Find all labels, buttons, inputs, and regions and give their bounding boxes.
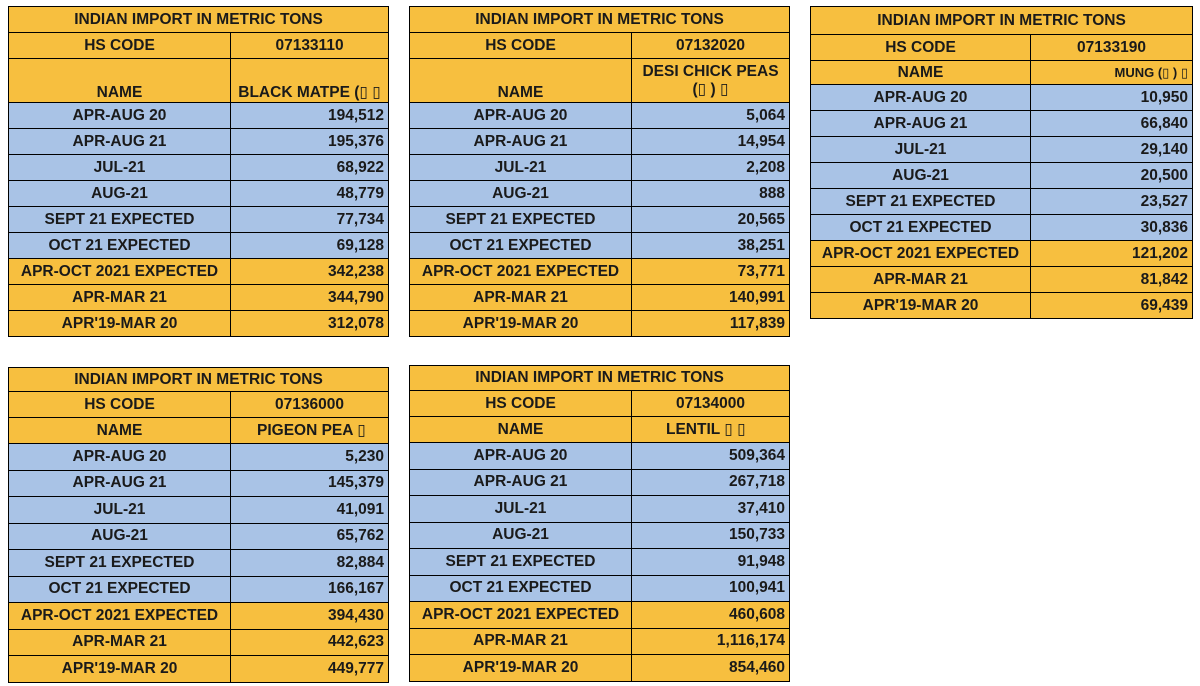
- table-title: INDIAN IMPORT IN METRIC TONS: [410, 366, 790, 391]
- row-value: 91,948: [632, 549, 790, 576]
- row-value: 48,779: [231, 181, 389, 207]
- table-row: [410, 575, 790, 602]
- row-label: SEPT 21 EXPECTED: [811, 189, 1031, 215]
- row-label: APR-MAR 21: [410, 628, 632, 655]
- hs-code-value: 07133110: [231, 33, 389, 59]
- row-label: APR-AUG 21: [410, 129, 632, 155]
- row-label: APR-AUG 21: [9, 129, 231, 155]
- table-row: [410, 129, 790, 155]
- name-label: NAME: [410, 59, 632, 103]
- row-value: 68,922: [231, 155, 389, 181]
- row-value: 854,460: [632, 655, 790, 682]
- row-label: APR'19-MAR 20: [9, 656, 231, 683]
- row-value: 460,608: [632, 602, 790, 629]
- row-value: 65,762: [231, 523, 389, 550]
- row-value: 100,941: [632, 575, 790, 602]
- table-row: [9, 576, 389, 603]
- hs-code-label: HS CODE: [410, 391, 632, 417]
- table-row: [811, 85, 1193, 111]
- row-value: 5,064: [632, 103, 790, 129]
- table-row: [9, 629, 389, 656]
- row-label: SEPT 21 EXPECTED: [410, 207, 632, 233]
- row-value: 342,238: [231, 259, 389, 285]
- row-label: AUG-21: [811, 163, 1031, 189]
- import-table-desi-chick-peas: [409, 6, 790, 337]
- import-table-black-matpe: [8, 6, 389, 337]
- row-value: 69,128: [231, 233, 389, 259]
- table-row: [811, 241, 1193, 267]
- row-value: 166,167: [231, 576, 389, 603]
- row-value: 69,439: [1031, 293, 1193, 319]
- hs-code-label: HS CODE: [410, 33, 632, 59]
- table-row: [9, 259, 389, 285]
- name-value-line-2: (▯ ) ▯: [692, 80, 729, 98]
- table-row: [410, 259, 790, 285]
- name-label: NAME: [9, 59, 231, 103]
- table-row: [9, 470, 389, 497]
- row-value: 29,140: [1031, 137, 1193, 163]
- table-row: [811, 267, 1193, 293]
- row-label: APR-AUG 20: [410, 443, 632, 470]
- row-label: APR-OCT 2021 EXPECTED: [410, 259, 632, 285]
- row-value: 77,734: [231, 207, 389, 233]
- hs-code-value: 07134000: [632, 391, 790, 417]
- name-label: NAME: [410, 417, 632, 443]
- table-row: [9, 285, 389, 311]
- row-value: 344,790: [231, 285, 389, 311]
- row-label: APR-AUG 20: [811, 85, 1031, 111]
- row-value: 449,777: [231, 656, 389, 683]
- table-row: [9, 603, 389, 630]
- row-label: APR-OCT 2021 EXPECTED: [9, 259, 231, 285]
- row-label: APR-MAR 21: [9, 285, 231, 311]
- table-title: INDIAN IMPORT IN METRIC TONS: [410, 7, 790, 33]
- row-label: SEPT 21 EXPECTED: [9, 550, 231, 577]
- row-value: 121,202: [1031, 241, 1193, 267]
- row-label: AUG-21: [410, 522, 632, 549]
- table-row: [410, 496, 790, 523]
- row-value: 195,376: [231, 129, 389, 155]
- row-value: 145,379: [231, 470, 389, 497]
- table-row: [410, 285, 790, 311]
- row-value: 41,091: [231, 497, 389, 524]
- row-value: 442,623: [231, 629, 389, 656]
- row-value: 509,364: [632, 443, 790, 470]
- table-row: [410, 469, 790, 496]
- row-label: APR-MAR 21: [410, 285, 632, 311]
- table-row: [9, 523, 389, 550]
- row-label: OCT 21 EXPECTED: [811, 215, 1031, 241]
- table-row: [410, 628, 790, 655]
- table-row: [811, 215, 1193, 241]
- row-label: SEPT 21 EXPECTED: [9, 207, 231, 233]
- hs-code-label: HS CODE: [9, 392, 231, 418]
- table-row: [811, 293, 1193, 319]
- table-row: [9, 444, 389, 471]
- row-label: JUL-21: [9, 155, 231, 181]
- row-label: OCT 21 EXPECTED: [9, 233, 231, 259]
- row-label: APR'19-MAR 20: [410, 655, 632, 682]
- table-row: [410, 311, 790, 337]
- row-value: 1,116,174: [632, 628, 790, 655]
- row-value: 194,512: [231, 103, 389, 129]
- row-label: APR-AUG 21: [410, 469, 632, 496]
- name-value: PIGEON PEA ▯: [231, 418, 389, 444]
- row-label: APR-AUG 20: [410, 103, 632, 129]
- hs-code-value: 07136000: [231, 392, 389, 418]
- table-row: [9, 656, 389, 683]
- name-value: MUNG (▯ ) ▯: [1031, 61, 1193, 85]
- row-value: 30,836: [1031, 215, 1193, 241]
- row-value: 20,565: [632, 207, 790, 233]
- row-label: OCT 21 EXPECTED: [410, 233, 632, 259]
- table-row: [410, 549, 790, 576]
- table-row: [9, 233, 389, 259]
- row-label: APR-AUG 21: [811, 111, 1031, 137]
- row-label: JUL-21: [811, 137, 1031, 163]
- row-label: APR-AUG 20: [9, 103, 231, 129]
- row-value: 140,991: [632, 285, 790, 311]
- name-value: LENTIL ▯ ▯: [632, 417, 790, 443]
- table-row: [9, 207, 389, 233]
- import-table-mung: [810, 6, 1193, 319]
- hs-code-value: 07132020: [632, 33, 790, 59]
- row-label: OCT 21 EXPECTED: [410, 575, 632, 602]
- row-label: JUL-21: [9, 497, 231, 524]
- table-row: [9, 129, 389, 155]
- table-row: [9, 311, 389, 337]
- name-value: BLACK MATPE (▯ ▯: [231, 59, 389, 103]
- row-label: APR-AUG 20: [9, 444, 231, 471]
- table-row: [811, 111, 1193, 137]
- import-table-lentil: [409, 365, 790, 682]
- row-value: 888: [632, 181, 790, 207]
- row-value: 394,430: [231, 603, 389, 630]
- name-value: [632, 59, 790, 103]
- hs-code-value: 07133190: [1031, 35, 1193, 61]
- table-row: [410, 181, 790, 207]
- import-table-pigeon-pea: [8, 367, 389, 683]
- row-label: APR-MAR 21: [9, 629, 231, 656]
- row-label: AUG-21: [410, 181, 632, 207]
- row-value: 14,954: [632, 129, 790, 155]
- row-label: OCT 21 EXPECTED: [9, 576, 231, 603]
- table-row: [410, 233, 790, 259]
- table-row: [9, 103, 389, 129]
- row-value: 312,078: [231, 311, 389, 337]
- row-value: 5,230: [231, 444, 389, 471]
- table-row: [410, 443, 790, 470]
- table-row: [811, 137, 1193, 163]
- table-row: [410, 207, 790, 233]
- table-row: [811, 189, 1193, 215]
- row-value: 150,733: [632, 522, 790, 549]
- table-row: [410, 103, 790, 129]
- table-row: [811, 163, 1193, 189]
- row-value: 117,839: [632, 311, 790, 337]
- row-value: 37,410: [632, 496, 790, 523]
- row-label: APR-OCT 2021 EXPECTED: [9, 603, 231, 630]
- row-label: JUL-21: [410, 155, 632, 181]
- row-label: AUG-21: [9, 523, 231, 550]
- table-row: [9, 550, 389, 577]
- table-row: [410, 522, 790, 549]
- table-row: [410, 602, 790, 629]
- row-label: APR-OCT 2021 EXPECTED: [811, 241, 1031, 267]
- row-value: 2,208: [632, 155, 790, 181]
- name-value-line-1: DESI CHICK PEAS: [642, 62, 779, 80]
- row-label: AUG-21: [9, 181, 231, 207]
- row-label: APR'19-MAR 20: [9, 311, 231, 337]
- row-value: 73,771: [632, 259, 790, 285]
- row-value: 82,884: [231, 550, 389, 577]
- row-label: APR-OCT 2021 EXPECTED: [410, 602, 632, 629]
- table-title: INDIAN IMPORT IN METRIC TONS: [9, 368, 389, 392]
- row-label: APR-AUG 21: [9, 470, 231, 497]
- hs-code-label: HS CODE: [811, 35, 1031, 61]
- name-label: NAME: [9, 418, 231, 444]
- row-value: 38,251: [632, 233, 790, 259]
- row-value: 23,527: [1031, 189, 1193, 215]
- row-label: SEPT 21 EXPECTED: [410, 549, 632, 576]
- hs-code-label: HS CODE: [9, 33, 231, 59]
- row-value: 81,842: [1031, 267, 1193, 293]
- row-label: JUL-21: [410, 496, 632, 523]
- table-title: INDIAN IMPORT IN METRIC TONS: [9, 7, 389, 33]
- table-row: [9, 155, 389, 181]
- table-title: INDIAN IMPORT IN METRIC TONS: [811, 7, 1193, 35]
- table-row: [410, 655, 790, 682]
- row-value: 20,500: [1031, 163, 1193, 189]
- row-label: APR-MAR 21: [811, 267, 1031, 293]
- table-row: [9, 181, 389, 207]
- row-value: 66,840: [1031, 111, 1193, 137]
- table-row: [410, 155, 790, 181]
- table-row: [9, 497, 389, 524]
- row-value: 10,950: [1031, 85, 1193, 111]
- name-label: NAME: [811, 61, 1031, 85]
- row-value: 267,718: [632, 469, 790, 496]
- row-label: APR'19-MAR 20: [811, 293, 1031, 319]
- row-label: APR'19-MAR 20: [410, 311, 632, 337]
